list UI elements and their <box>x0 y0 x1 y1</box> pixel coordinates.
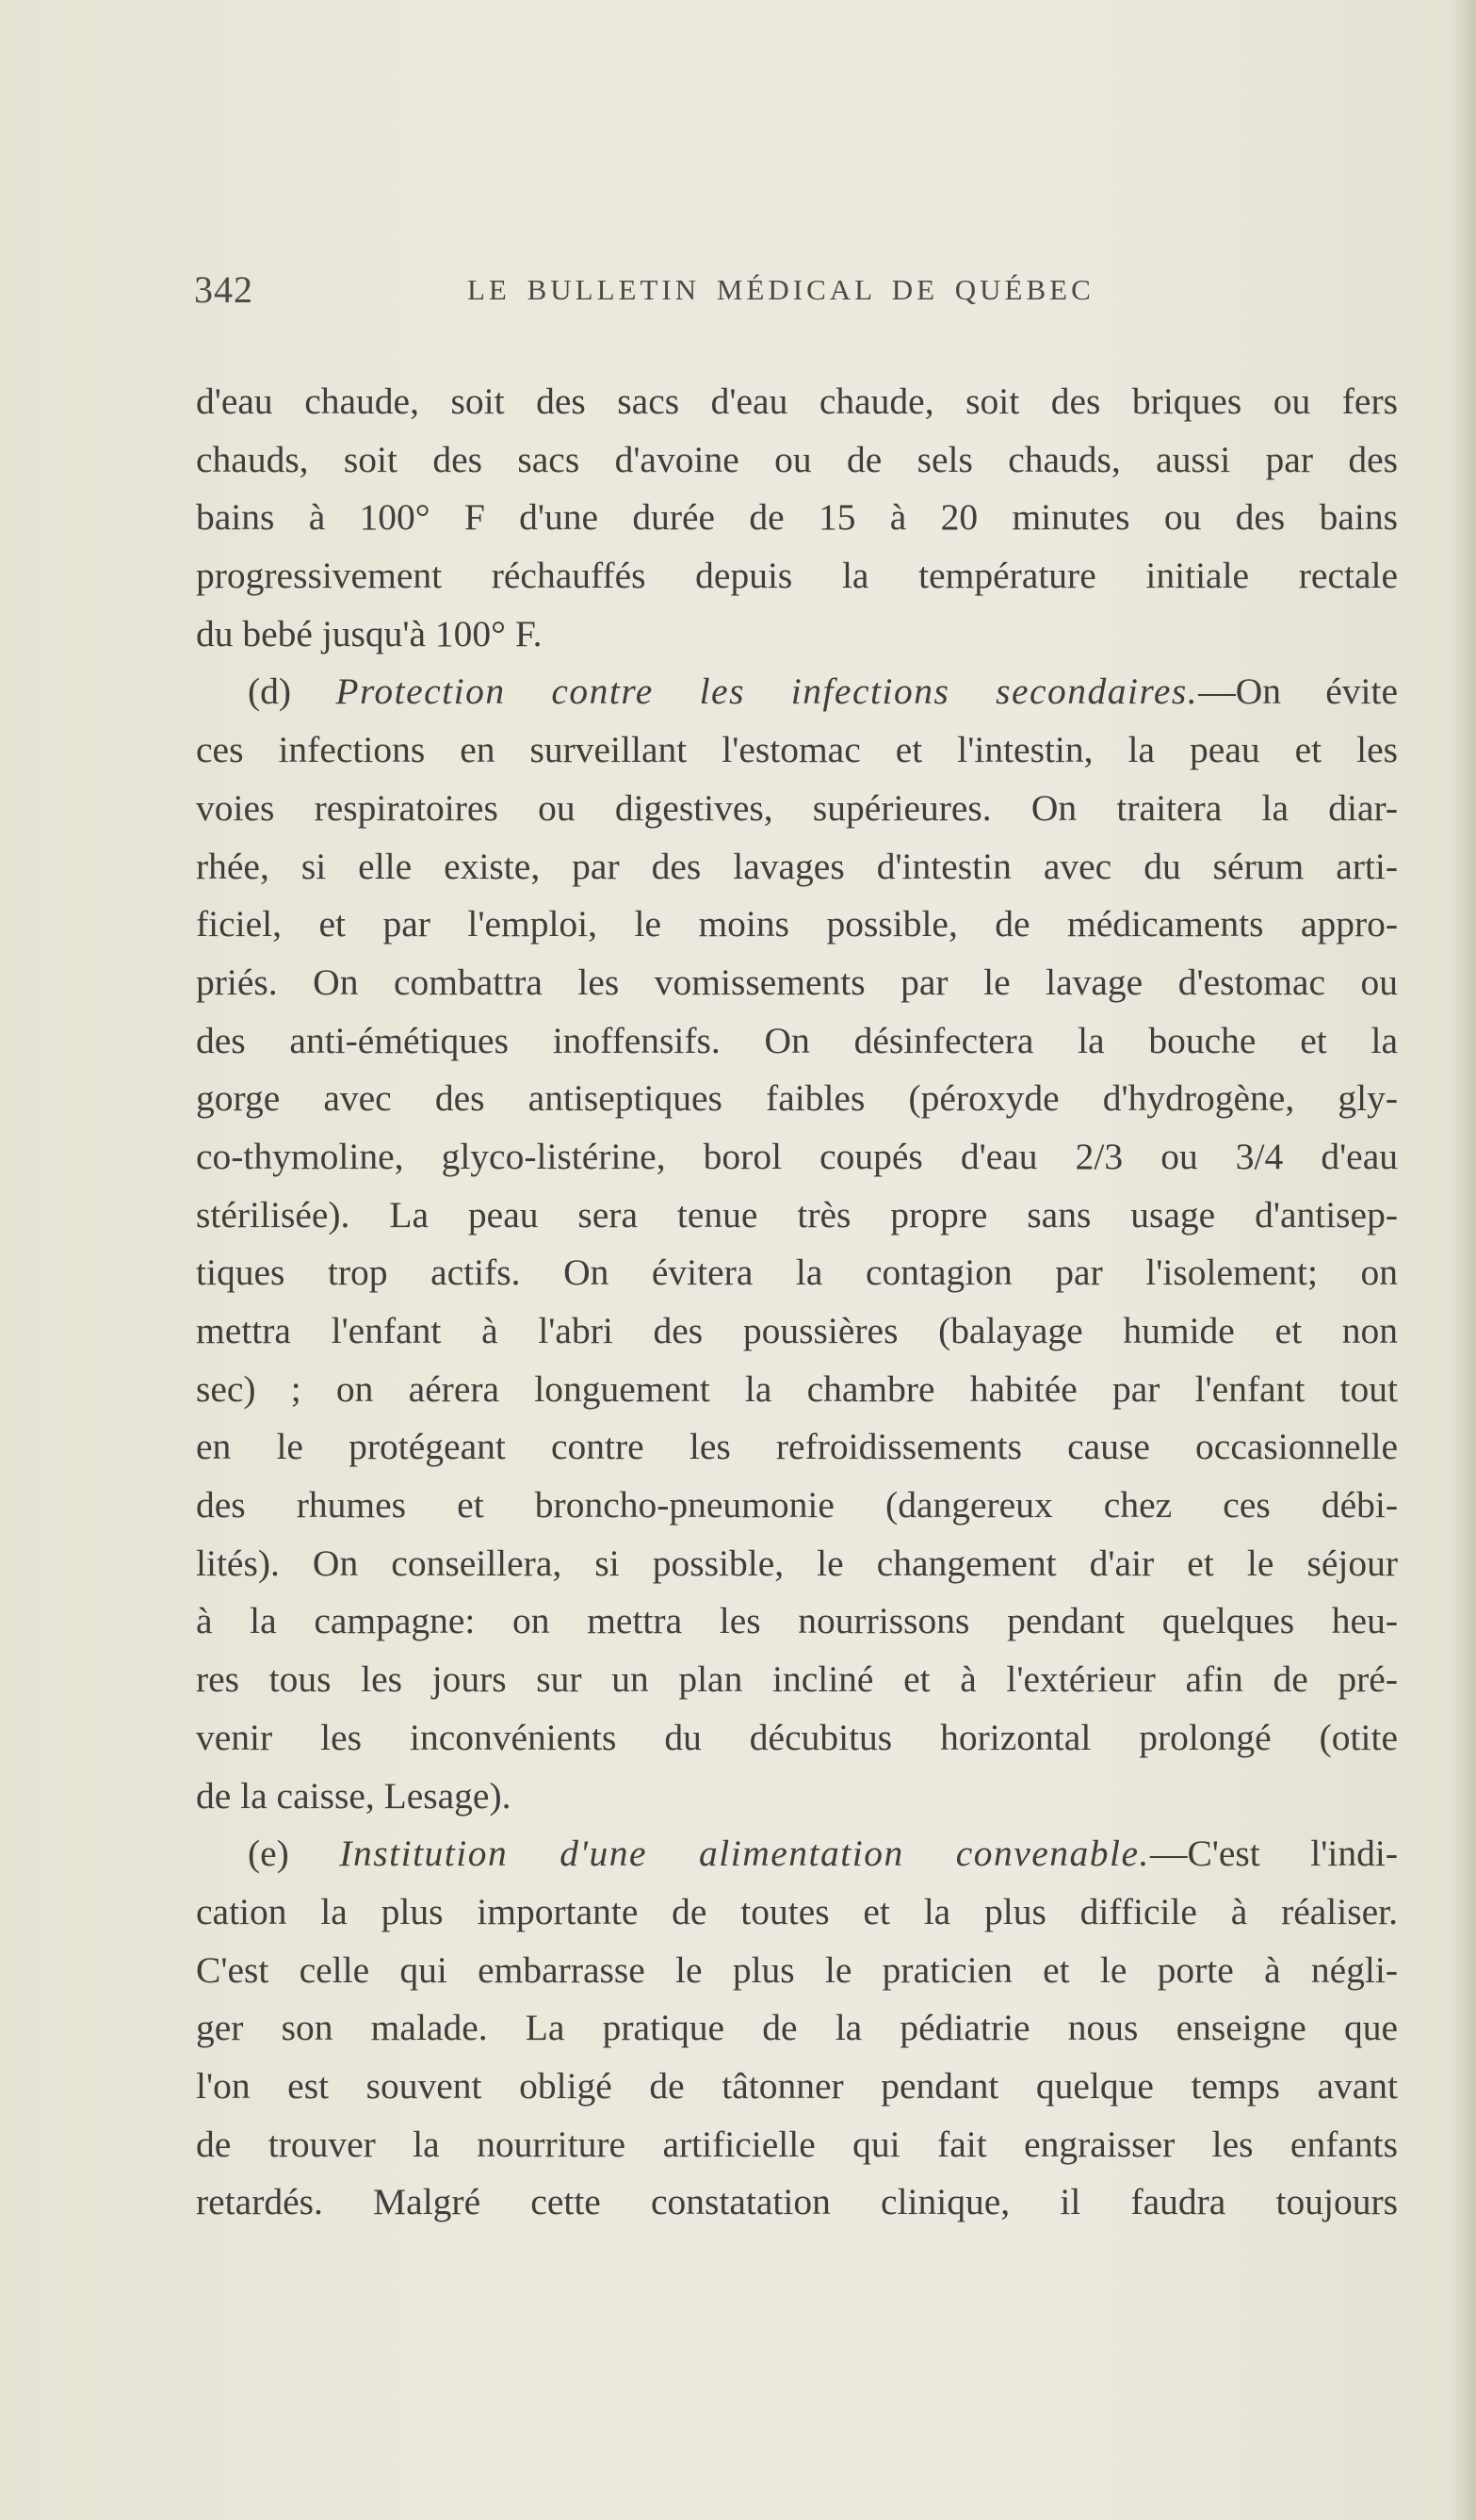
page-edge-shadow <box>1452 0 1476 2520</box>
section-label: (e) <box>248 1833 340 1875</box>
text-line: mettra l'enfant à l'abri des poussières (balayage humide et non <box>196 1310 1398 1351</box>
text-line: ger son malade. La pratique de la pédiatrie nous enseigne que <box>196 2007 1398 2049</box>
text-line: des rhumes et broncho-pneumonie (dangereux chez ces débi- <box>196 1484 1398 1527</box>
section-lead-text: —C'est l'indi- <box>1149 1833 1398 1875</box>
text-line: C'est celle qui embarrasse le plus le praticien et le porte à négli- <box>196 1948 1398 1991</box>
section-lead-text: —On évite <box>1198 670 1398 713</box>
section-heading: Institution d'une alimentation convenable. <box>339 1833 1150 1875</box>
text-line: en le protégeant contre les refroidissements cause occasionnelle <box>196 1426 1398 1468</box>
text-line: l'on est souvent obligé de tâtonner pendant quelque temps avant <box>196 2064 1398 2107</box>
text-line: ces infections en surveillant l'estomac et l'intestin, la peau et les <box>196 729 1398 771</box>
text-line: venir les inconvénients du décubitus horizontal prolongé (otite <box>196 1716 1398 1758</box>
text-line: à la campagne: on mettra les nourrissons pendant quelques heu- <box>196 1600 1398 1642</box>
text-line: stérilisée). La peau sera tenue très propre sans usage d'antisep- <box>196 1193 1398 1236</box>
text-line: bains à 100° F d'une durée de 15 à 20 minutes ou des bains <box>196 496 1398 539</box>
text-line: gorge avec des antiseptiques faibles (péroxyde d'hydrogène, gly- <box>196 1077 1398 1120</box>
text-line: d'eau chaude, soit des sacs d'eau chaude, soit des briques ou fers <box>196 380 1398 422</box>
section-label: (d) <box>248 670 336 713</box>
page-number: 342 <box>194 268 253 311</box>
body-text <box>196 373 1398 2232</box>
text-line: cation la plus importante de toutes et la plus difficile à réaliser. <box>196 1890 1398 1932</box>
text-line: priés. On combattra les vomissements par le lavage d'estomac ou <box>196 961 1398 1003</box>
text-line: co-thymoline, glyco-listérine, borol coupés d'eau 2/3 ou 3/4 d'eau <box>196 1135 1398 1177</box>
journal-title: LE BULLETIN MÉDICAL DE QUÉBEC <box>467 273 1095 306</box>
text-line: voies respiratoires ou digestives, supérieures. On traitera la diar- <box>196 786 1398 829</box>
text-line: ficiel, et par l'emploi, le moins possible, de médicaments appro- <box>196 903 1398 945</box>
text-line: rhée, si elle existe, par des lavages d'intestin avec du sérum arti- <box>196 845 1398 887</box>
text-line: chauds, soit des sacs d'avoine ou de sels chauds, aussi par des <box>196 438 1398 480</box>
text-line: de la caisse, Lesage). <box>196 1774 511 1817</box>
text-line: tiques trop actifs. On évitera la contagion par l'isolement; on <box>196 1252 1398 1294</box>
section-e-heading-line <box>196 1825 1398 1883</box>
running-head <box>194 264 1136 320</box>
text-line: retardés. Malgré cette constatation clinique, il faudra toujours <box>196 2181 1398 2223</box>
text-line: sec) ; on aérera longuement la chambre habitée par l'enfant tout <box>196 1367 1398 1410</box>
text-line: res tous les jours sur un plan incliné et à l'extérieur afin de pré- <box>196 1658 1398 1701</box>
text-line: lités). On conseillera, si possible, le changement d'air et le séjour <box>196 1542 1398 1584</box>
text-line: progressivement réchauffés depuis la température initiale rectale <box>196 555 1398 597</box>
text-line: du bebé jusqu'à 100° F. <box>196 612 543 654</box>
section-d-heading-line <box>196 663 1398 721</box>
text-line: de trouver la nourriture artificielle qui fait engraisser les enfants <box>196 2123 1398 2165</box>
section-heading: Protection contre les infections secondaires. <box>335 670 1199 713</box>
text-line: des anti-émétiques inoffensifs. On désinfectera la bouche et la <box>196 1019 1398 1061</box>
